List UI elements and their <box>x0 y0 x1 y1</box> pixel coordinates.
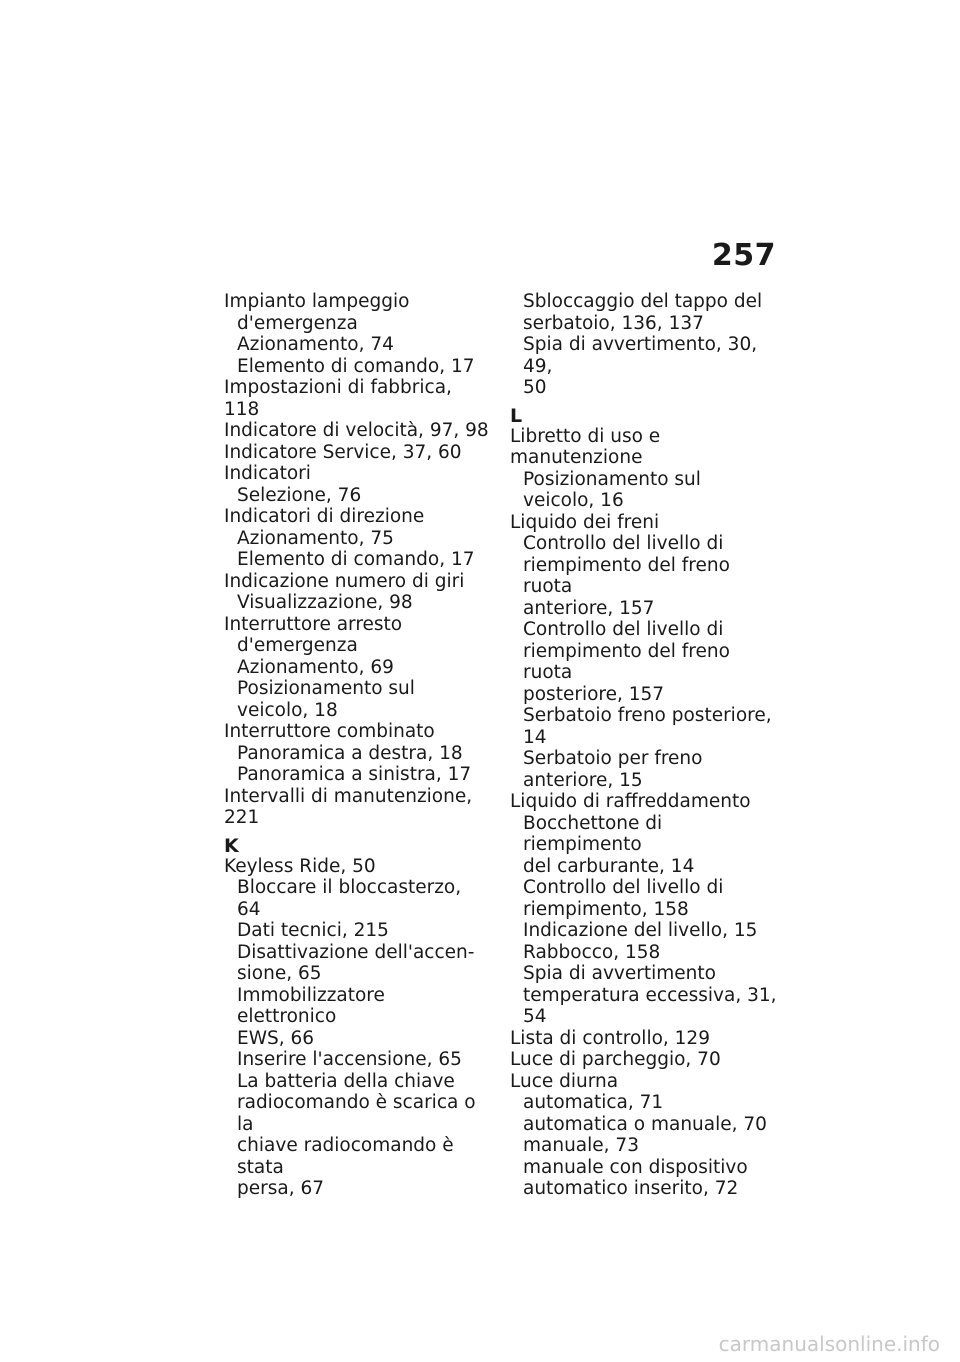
index-entry: Interruttore combinato <box>224 721 435 742</box>
index-entry: Keyless Ride, 50 <box>224 855 376 877</box>
index-column-left <box>224 291 489 1200</box>
index-entry: Indicazione numero di giri <box>224 570 465 592</box>
index-subentry: Spia di avvertimento <box>523 963 716 984</box>
index-subentry: Inserire l'accensione, 65 <box>237 1049 462 1070</box>
index-subentry: Immobilizzatore elettronico <box>237 984 385 1027</box>
index-subentry: Serbatoio freno posteriore, 14 <box>523 705 772 748</box>
index-subentry: riempimento del freno ruota <box>523 554 730 597</box>
index-entry: Luce diurna <box>510 1070 619 1092</box>
index-entry: Interruttore arresto <box>224 613 403 635</box>
index-subentry: sione, 65 <box>237 963 322 984</box>
page-number: 257 <box>711 238 776 273</box>
index-subentry: d'emergenza <box>237 312 358 334</box>
index-subentry: Bocchettone di riempimento <box>523 812 663 855</box>
index-section-letter: K <box>224 834 239 857</box>
index-entry: Indicatori <box>224 463 311 484</box>
index-subentry: veicolo, 16 <box>523 490 624 511</box>
index-entry: Indicatore Service, 37, 60 <box>224 441 462 463</box>
index-subentry: radiocomando è scarica o la <box>237 1092 476 1135</box>
index-entry: Luce di parcheggio, 70 <box>510 1049 721 1070</box>
index-subentry: automatica o manuale, 70 <box>523 1113 767 1135</box>
index-subentry: Spia di avvertimento, 30, 49, <box>523 334 758 377</box>
index-subentry: persa, 67 <box>237 1178 325 1199</box>
index-subentry: manuale con dispositivo <box>523 1156 748 1178</box>
index-subentry: Bloccare il bloccasterzo, 64 <box>237 877 462 920</box>
index-subentry: riempimento del freno ruota <box>523 640 730 683</box>
index-entry: Lista di controllo, 129 <box>510 1027 710 1049</box>
index-subentry: La batteria della chiave <box>237 1070 455 1092</box>
index-subentry: Disattivazione dell'accen- <box>237 941 475 963</box>
index-subentry: Panoramica a sinistra, 17 <box>237 764 472 785</box>
index-entry: Impianto lampeggio <box>224 291 410 312</box>
index-subentry: EWS, 66 <box>237 1027 315 1049</box>
index-subentry: temperatura eccessiva, 31, 54 <box>523 984 777 1027</box>
index-subentry: Posizionamento sul <box>523 468 701 490</box>
index-subentry: Controllo del livello di <box>523 619 724 640</box>
index-entry: Liquido dei freni <box>510 511 660 533</box>
index-subentry: Dati tecnici, 215 <box>237 920 389 941</box>
index-subentry: Controllo del livello di <box>523 877 724 898</box>
index-subentry: d'emergenza <box>237 635 358 656</box>
index-subentry: Azionamento, 75 <box>237 527 394 549</box>
index-entry: Impostazioni di fabbrica, 118 <box>224 377 452 420</box>
index-entry: Libretto di uso e manutenzione <box>510 425 661 468</box>
index-subentry: automatico inserito, 72 <box>523 1178 739 1199</box>
index-subentry: Elemento di comando, 17 <box>237 355 475 377</box>
index-subentry: automatica, 71 <box>523 1092 664 1113</box>
index-subentry: Serbatoio per freno <box>523 748 703 769</box>
index-subentry: riempimento, 158 <box>523 898 689 920</box>
index-entry: Indicatore di velocità, 97, 98 <box>224 420 489 441</box>
index-subentry: Panoramica a destra, 18 <box>237 742 463 764</box>
index-entry: Intervalli di manutenzione, 221 <box>224 785 473 828</box>
index-subentry: posteriore, 157 <box>523 683 665 705</box>
index-subentry: Elemento di comando, 17 <box>237 549 475 570</box>
watermark: carmanualsonline.info <box>718 1332 940 1356</box>
index-subentry: Visualizzazione, 98 <box>237 592 413 613</box>
index-entry: Liquido di raffreddamento <box>510 791 751 812</box>
index-subentry: anteriore, 157 <box>523 597 655 619</box>
index-subentry: Azionamento, 74 <box>237 334 394 355</box>
index-entry: Indicatori di direzione <box>224 506 425 527</box>
index-section-letter: L <box>510 404 523 427</box>
index-subentry: Rabbocco, 158 <box>523 941 661 963</box>
index-subentry: Sbloccaggio del tappo del <box>523 291 763 312</box>
index-column-right <box>510 291 780 1200</box>
index-subentry: 50 <box>523 377 547 398</box>
index-subentry: Indicazione del livello, 15 <box>523 920 758 941</box>
index-subentry: manuale, 73 <box>523 1135 639 1156</box>
index-subentry: Posizionamento sul <box>237 678 415 699</box>
index-subentry: veicolo, 18 <box>237 699 338 721</box>
index-subentry: Selezione, 76 <box>237 484 362 506</box>
index-subentry: del carburante, 14 <box>523 855 695 877</box>
index-subentry: Controllo del livello di <box>523 533 724 554</box>
index-subentry: chiave radiocomando è stata <box>237 1135 454 1178</box>
index-subentry: serbatoio, 136, 137 <box>523 312 704 334</box>
index-subentry: anteriore, 15 <box>523 769 643 791</box>
index-subentry: Azionamento, 69 <box>237 656 394 678</box>
